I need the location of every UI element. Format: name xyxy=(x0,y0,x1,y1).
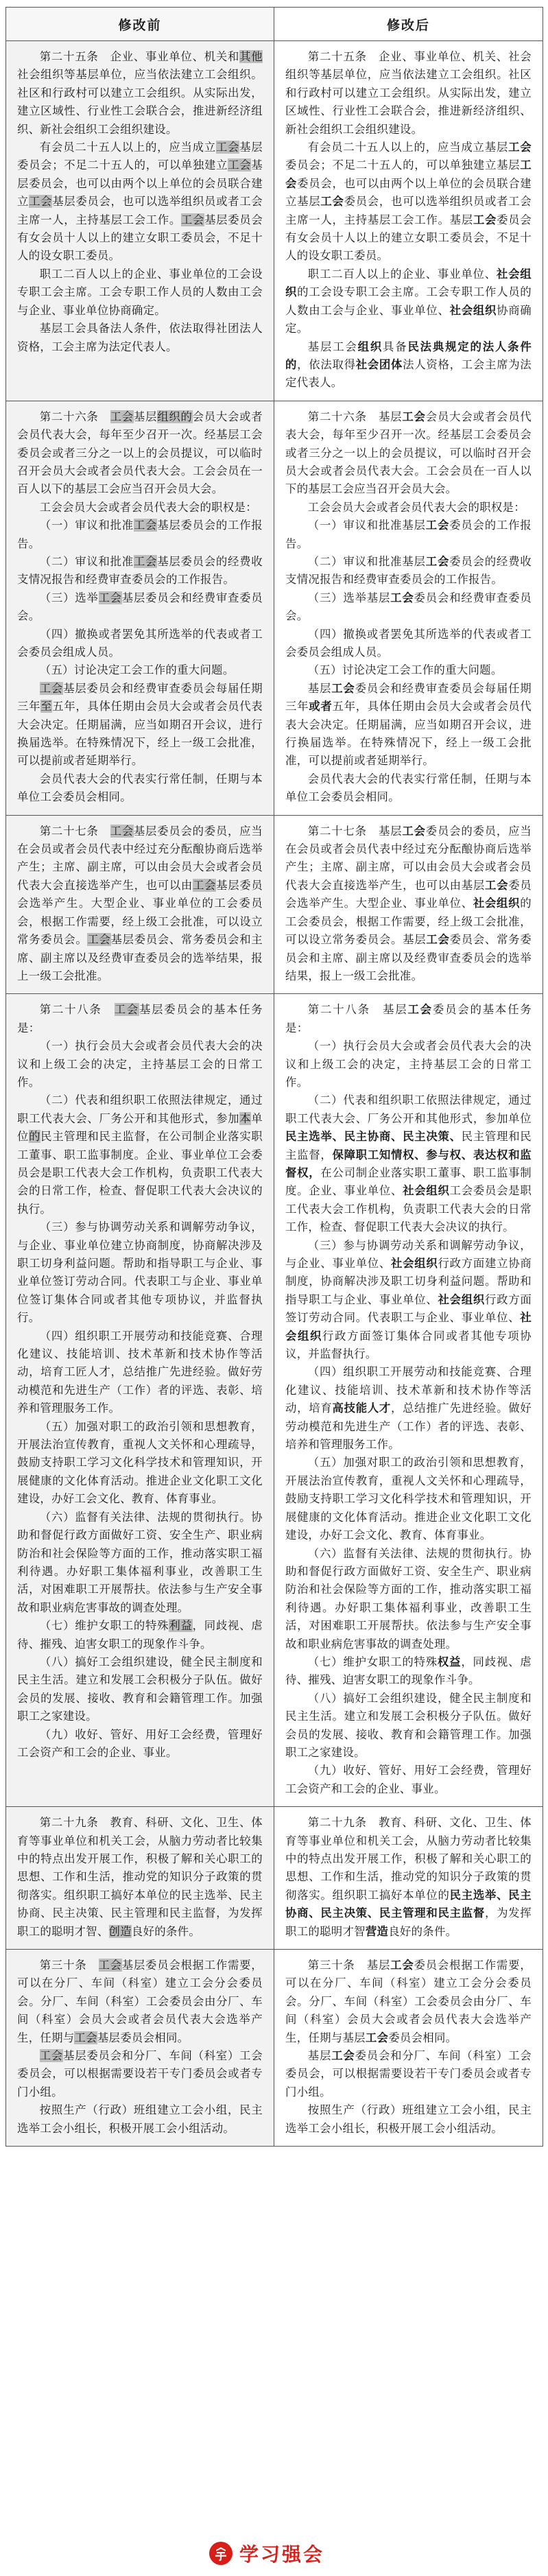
highlighted-text: 工会 xyxy=(114,1003,139,1017)
paragraph xyxy=(17,1327,263,1418)
paragraph xyxy=(285,1363,532,1454)
text-run: （五）加强对职工的政治引领和思想教育，开展法治宣传教育，重视人文关怀和心理疏导，鼓励支持职工学习文化科学技术和管理知识，开展健康的文化体育活动。推进企业文化职工文化建设，办好工会文化、教育、体育事业。 xyxy=(285,1456,532,1542)
highlighted-text: 组织的 xyxy=(157,410,193,423)
text-run: 第二十五条 企业、事业单位、机关、社会组织等基层单位，应当依法建立工会组织。社区和行政村可以建立工会组织。从实际出发，建立区域性、行业性工会联合会，推进新经济组织、新社会组织工会组织建设。 xyxy=(285,50,532,136)
paragraph xyxy=(17,517,263,553)
text-run: 第三十条 基层 xyxy=(307,1959,391,1972)
revised-text: 民主选举、民主协商、民主决策、 xyxy=(285,1130,462,1144)
text-run: ，同歧视、虐待、摧残、迫害女职工的现象作斗争。 xyxy=(17,1619,263,1651)
table-body xyxy=(6,41,543,2147)
paragraph xyxy=(17,2047,263,2101)
comparison-table xyxy=(5,7,543,2147)
paragraph xyxy=(285,1690,532,1762)
text-run: 委员会和经费审查委员会每届任期三年 xyxy=(285,681,532,713)
highlighted-text: 工会 xyxy=(215,141,240,154)
paragraph xyxy=(285,499,532,517)
paragraph xyxy=(17,1957,263,2047)
paragraph xyxy=(17,1037,263,1091)
text-run: ，为发挥职工的聪明才智 xyxy=(285,1906,532,1938)
text-run: 第三十条 xyxy=(39,1959,99,1972)
paragraph xyxy=(17,1091,263,1218)
paragraph xyxy=(285,48,532,139)
text-run: （二）审议和批准基层 xyxy=(307,554,426,568)
text-run: 第二十七条 基层 xyxy=(307,824,403,838)
article-row xyxy=(6,1950,543,2147)
text-run: 第二十六条 基层 xyxy=(307,410,403,423)
text-run: 行政方面签订劳动合同。代表职工与企业、事业单位、 xyxy=(285,1292,532,1325)
paragraph xyxy=(285,1454,532,1544)
paragraph xyxy=(285,2101,532,2138)
text-run: （九）收好、管好、用好工会经费，管理好工会资产和工会的企业、事业。 xyxy=(285,1764,532,1795)
highlighted-text: 工会 xyxy=(39,681,64,695)
paragraph xyxy=(285,1545,532,1653)
text-run: 良好的条件。 xyxy=(388,1924,457,1938)
text-run: （四）撤换或者罢免其所选举的代表或者工会委员会组成人员。 xyxy=(17,627,263,659)
revised-text: 工会 xyxy=(426,933,450,947)
revised-text: 工会 xyxy=(320,195,344,209)
text-run: 基层 xyxy=(133,410,158,423)
revised-text: 工会 xyxy=(473,213,497,226)
text-run: 第二十六条 xyxy=(39,410,110,423)
text-run: （三）参与协调劳动关系和调解劳动争议，与企业、事业单位、 xyxy=(285,1238,532,1270)
text-run: 基层委员会；不足二十五人的，可以单独建立 xyxy=(17,141,263,172)
paragraph xyxy=(17,408,263,499)
revised-text: 工会 xyxy=(285,158,532,190)
highlighted-text: 工会 xyxy=(180,213,205,226)
paragraph xyxy=(285,517,532,553)
text-run: （八）搞好工会组织建设，健全民主制度和民主生活。建立和发展工会积极分子队伍。做好会员的发展、接收、教育和会籍管理工作。加强职工之家建设。 xyxy=(17,1655,263,1723)
text-run: 基层委员会和分厂、车间（科室）工会委员会，可以根据需要设若干专门委员会或者专门小组。 xyxy=(17,2049,263,2099)
before-text-cell xyxy=(6,994,274,1807)
paragraph xyxy=(17,1617,263,1653)
paragraph xyxy=(285,823,532,986)
text-run: 委员会；不足二十五人的，可以单独建立基层 xyxy=(285,158,521,172)
text-run: （二）审议和批准 xyxy=(39,554,134,568)
before-text-cell xyxy=(6,41,274,401)
highlighted-text: 工会 xyxy=(192,878,217,892)
article-row xyxy=(6,815,543,994)
text-run: 基层委员会的经费收支情况报告和经费审查委员会的工作报告。 xyxy=(17,554,263,587)
paragraph xyxy=(285,408,532,499)
before-text-cell xyxy=(6,815,274,994)
highlighted-text: 利益 xyxy=(169,1619,193,1633)
text-run: 民主管理和民主监督，在公司制企业落实职工董事、职工监事制度。企业、事业单位工会委员会是职工代表大会工作机构，负责职工代表大会的日常工作，检查、督促职工代表大会决议的执行。 xyxy=(17,1130,263,1216)
text-run: 委员会的委员，应当在会员或者会员代表中经过充分酝酿协商后选举产生；主席、副主席，可以由会员大会或者会员代表大会直接选举产生，也可以由基层 xyxy=(285,824,532,892)
text-run: 基层委员会和经费审查委员会。 xyxy=(17,591,263,623)
text-run: 委员会的经费收支情况报告和经费审查委员会的工作报告。 xyxy=(285,554,532,587)
text-run: 基层委员会、常务委员会和主席、副主席以及经费审查委员会的选举结果，报上一级工会批准。 xyxy=(17,933,263,982)
highlighted-text: 工会 xyxy=(110,410,134,423)
text-run: 基层委员会相同。 xyxy=(97,2031,189,2044)
text-run: ，总结推广先进经验。做好劳动模范和先进生产（工作）者的评选、表彰、培养和管理服务工作。 xyxy=(285,1402,532,1452)
highlighted-text: 至 xyxy=(40,700,53,713)
text-run: 第二十九条 教育、科研、文化、卫生、体育等事业单位和机关工会，从脑力劳动者比较集中的特点出发开展工作，积极了解和关心职工的思想、工作和生活，推动党的知识分子政策的贯彻落实。组织职工搞好本单位的 xyxy=(285,1816,532,1902)
text-run: 会员代表大会的代表实行常任制，任期与本单位工会委员会相同。 xyxy=(17,772,263,804)
text-run: （四）组织职工开展劳动和技能竞赛、合理化建议、技能培训、技术革新和技术协作等活动，培育工匠人才，总结推广先进经验。做好劳动模范和先进生产（工作）者的评选、表彰、培养和管理服务工作。 xyxy=(17,1329,263,1415)
revised-text: 社会组织 xyxy=(473,897,521,910)
paragraph xyxy=(17,553,263,589)
paragraph xyxy=(285,1957,532,2047)
text-run: 基层委员会和经费审查委员会每届任期三年 xyxy=(17,681,263,713)
paragraph xyxy=(17,1509,263,1617)
text-run: （一）执行会员大会或者会员代表大会的决议和上级工会的决定，主持基层工会的日常工作。 xyxy=(285,1039,532,1089)
after-text-cell xyxy=(274,41,543,401)
text-run: （七）维护女职工的特殊 xyxy=(307,1655,438,1668)
text-run: ，依法取得 xyxy=(297,357,356,371)
text-run: 工会会员大会或者会员代表大会的职权是： xyxy=(307,500,525,514)
revised-text: 社会组织 xyxy=(285,267,532,299)
revised-text: 工会 xyxy=(407,1003,433,1017)
text-run: 基层 xyxy=(307,681,332,695)
paragraph xyxy=(17,265,263,320)
highlighted-text: 工会 xyxy=(87,933,111,947)
highlighted-text: 本 xyxy=(239,1111,252,1125)
text-run: 基层工会具备法人条件，依法取得社团法人资格，工会主席为法定代表人。 xyxy=(17,322,263,353)
text-run: 基层委员会的基本任务是： xyxy=(17,1003,263,1035)
text-run: 第二十八条 xyxy=(39,1003,115,1017)
text-run: 按照生产（行政）班组建立工会小组，民主选举工会小组长，积极开展工会小组活动。 xyxy=(17,2103,263,2135)
after-column-header: 修改后 xyxy=(274,8,543,41)
text-run: 基层委员会，也可以选举组织员或者工会主席一人，主持基层工会工作。 xyxy=(17,195,263,226)
revised-text: 工会 xyxy=(425,519,450,532)
revised-text: 社会组织 xyxy=(438,1292,485,1306)
paragraph xyxy=(17,661,263,679)
paragraph xyxy=(17,1814,263,1941)
text-run: （一）审议和批准 xyxy=(39,519,134,532)
text-run: 协商确定。 xyxy=(285,303,532,335)
highlighted-text: 工会 xyxy=(74,2031,97,2044)
paragraph xyxy=(17,770,263,807)
text-run: 会员大会或者会员代表大会，每年至少召开一次。经基层工会委员会或者三分之一以上的会员提议，可以临时召开会员大会或者会员代表大会。工会会员在一百人以下的基层工会应当召开会员大会。 xyxy=(285,410,532,496)
after-text-cell xyxy=(274,1807,543,1950)
text-run: （七）维护女职工的特殊 xyxy=(39,1619,169,1633)
text-run: 基层委员会根据工作需要，可以在分厂、车间（科室）建立工会分会委员会。分厂、车间（科室）工会委员会由分厂、车间（科室）会员大会或者会员代表大会选举产生，任期与 xyxy=(17,1959,263,2044)
text-run: 在公司制企业落实职工董事、职工监事制度。企业、事业单位、 xyxy=(285,1166,532,1198)
text-run: 有会员二十五人以上的，应当成立基层 xyxy=(307,141,509,154)
text-run: （三）参与协调劳动关系和调解劳动争议，与企业、事业单位建立协商制度，协商解决涉及职工切身利益问题。帮助和指导职工与企业、事业单位签订劳动合同。代表职工与企业、事业单位签订集体合同或者其他专项协议，并监督执行。 xyxy=(17,1220,263,1325)
text-run: 单位 xyxy=(17,1111,263,1144)
text-run: ，同歧视、虐待、摧残、迫害女职工的现象作斗争。 xyxy=(285,1655,532,1687)
highlighted-text: 的 xyxy=(29,1130,41,1144)
paragraph xyxy=(17,626,263,662)
highlighted-text: 创造 xyxy=(108,1924,132,1938)
revised-text: 营造 xyxy=(365,1924,389,1938)
after-text-cell xyxy=(274,401,543,815)
text-run: 委员会有女会员十人以上的建立女职工委员会，不足十人的设女职工委员。 xyxy=(285,213,532,263)
text-run: （五）加强对职工的政治引领和思想教育，开展法治宣传教育，重视人文关怀和心理疏导，鼓励支持职工学习文化科学技术和管理知识，开展健康的文化体育活动。推进企业文化职工文化建设，办好工会文化、教育、体育事业。 xyxy=(17,1419,263,1506)
revised-text: 民主选举、民主协商、民主决策、民主管理和民主监督 xyxy=(285,1888,532,1920)
text-run: （八）搞好工会组织建设，健全民主制度和民主生活。建立和发展工会积极分子队伍。做好会员的发展、接收、教育和会籍管理工作。加强职工之家建设。 xyxy=(285,1691,532,1759)
revised-text: 工会 xyxy=(402,824,426,838)
paragraph xyxy=(17,139,263,265)
footer-brand-bar xyxy=(0,2531,548,2576)
text-run: 工会会员大会或者会员代表大会的职权是： xyxy=(39,500,257,514)
after-text-cell xyxy=(274,1950,543,2147)
paragraph xyxy=(285,589,532,626)
text-run: （五）讨论决定工会工作的重大问题。 xyxy=(39,663,235,677)
revised-text: 工会 xyxy=(390,1959,414,1972)
text-run: （九）收好、管好、用好工会经费，管理好工会资产和工会的企业、事业。 xyxy=(17,1727,263,1759)
article-row xyxy=(6,401,543,815)
revised-text: 工会 xyxy=(484,878,509,892)
revised-text: 社会组织 xyxy=(403,1184,450,1198)
paragraph xyxy=(17,1726,263,1762)
text-run: 第二十七条 xyxy=(39,824,110,838)
before-text-cell xyxy=(6,1950,274,2147)
paragraph xyxy=(285,1037,532,1091)
text-run: （五）讨论决定工会工作的重大问题。 xyxy=(307,663,503,677)
text-run: 的工会设专职工会主席。工会专职工作人员的人数由工会与企业、事业单位、 xyxy=(285,285,532,317)
text-run: 按照生产（行政）班组建立工会小组，民主选举工会小组长，积极开展工会小组活动。 xyxy=(285,2103,532,2135)
revised-text: 工会 xyxy=(390,591,414,604)
revised-text: 保障职工知情权、参与权、表达权和监督权， xyxy=(285,1148,532,1179)
text-run: （二）代表和组织职工依照法律规定，通过职工代表大会、厂务公开和其他形式，参加 xyxy=(17,1094,263,1125)
highlighted-text: 工会 xyxy=(98,591,122,604)
text-run: 基层工会 xyxy=(307,340,358,353)
text-run: 基层委员会的工作报告。 xyxy=(17,519,263,550)
revised-text: 社会团体 xyxy=(355,357,403,371)
before-text-cell xyxy=(6,1807,274,1950)
text-run: （四）组织职工开展劳动和技能竞赛、合理化建议、技能培训、技术革新和技术协作等活动，培育 xyxy=(285,1365,532,1415)
text-run: 行政方面建立协商制度，协商解决涉及职工切身利益问题。帮助和指导职工与企业、事业单位、 xyxy=(285,1257,532,1306)
text-run: 工会委员会是职工代表大会工作机构，负责职工代表大会的日常工作，检查、督促职工代表大会决议的执行。 xyxy=(285,1184,532,1234)
text-run: 基层 xyxy=(307,2049,332,2063)
table-header-row xyxy=(6,8,543,41)
paragraph xyxy=(285,2047,532,2101)
text-run: 社会组织等基层单位，应当依法建立工会组织。社区和行政村可以建立工会组织。从实际出发，建立区域性、行业性工会联合会，推进新经济组织、新社会组织工会组织建设。 xyxy=(17,68,263,136)
text-run: 的工会委员会，根据工作需要，经上级工会批准，可以设立常务委员会。基层 xyxy=(285,897,532,947)
xuexi-qianghui-logo-icon xyxy=(209,2542,233,2565)
text-run: 委员会相同。 xyxy=(388,2031,457,2044)
text-run: 法人资格，工会主席为法定代表人。 xyxy=(285,357,532,390)
paragraph xyxy=(285,338,532,392)
text-run: 第二十五条 企业、事业单位、机关和 xyxy=(39,50,240,63)
text-run: 委员会选举产生。大型企业、事业单位、 xyxy=(285,878,532,910)
paragraph xyxy=(17,680,263,770)
text-run: 行政方面签订集体合同或者其他专项协议，并监督执行。 xyxy=(285,1329,532,1361)
text-run: 委员会，也可以由两个以上单位的会员联合建立基层 xyxy=(285,176,532,209)
text-run: 委员会根据工作需要，可以在分厂、车间（科室）建立工会分会委员会。分厂、车间（科室）工会委员会由分厂、车间（科室）会员大会或者会员代表大会选举产生，任期与基层 xyxy=(285,1959,532,2044)
paragraph xyxy=(285,680,532,770)
highlighted-text: 工会 xyxy=(39,2049,64,2063)
text-run: 五年，具体任期由会员大会或者会员代表大会决定。任期届满，应当如期召开会议，进行换届选举。在特殊情况下，经上一级工会批准，可以提前或者延期举行。 xyxy=(285,700,532,768)
paragraph xyxy=(17,823,263,986)
revised-text: 工会 xyxy=(331,681,355,695)
highlighted-text: 工会 xyxy=(133,519,158,532)
paragraph xyxy=(17,1418,263,1509)
revised-text: 社会组织 xyxy=(285,1311,532,1343)
revised-text: 工会 xyxy=(508,141,532,154)
article-row xyxy=(6,994,543,1807)
highlighted-text: 工会 xyxy=(110,824,134,838)
text-run: 委员会的基本任务是： xyxy=(285,1003,532,1035)
text-run: （一）执行会员大会或者会员代表大会的决议和上级工会的决定，主持基层工会的日常工作。 xyxy=(17,1039,263,1089)
text-run: （三）选举 xyxy=(39,591,99,604)
text-run: 委员会和经费审查委员会。 xyxy=(285,591,532,623)
highlighted-text: 工会 xyxy=(29,195,53,209)
paragraph xyxy=(17,1001,263,1037)
text-run: （四）撤换或者罢免其所选举的代表或者工会委员会组成人员。 xyxy=(285,627,532,659)
paragraph xyxy=(285,1762,532,1798)
paragraph xyxy=(17,499,263,517)
text-run: 第二十九条 教育、科研、文化、卫生、体育等事业单位和机关工会，从脑力劳动者比较集中的特点出发开展工作，积极了解和关心职工的思想、工作和生活，推动党的知识分子政策的贯彻落实。组织职工搞好本单位的民主选举、民主协商、民主决策、民主管理和民主监督，为发挥职工的聪明才智、 xyxy=(17,1816,263,1938)
highlighted-text: 工会 xyxy=(98,1959,122,1972)
text-run: 五年，具体任期由会员大会或者会员代表大会决定。任期届满，应当如期召开会议，进行换届选举。在特殊情况下，经上一级工会批准，可以提前或者延期举行。 xyxy=(17,700,263,768)
brand-name: 学习强会 xyxy=(239,2543,325,2566)
revised-text: 工会 xyxy=(402,410,426,423)
highlighted-text: 工会 xyxy=(133,554,158,568)
revised-text: 民法典规定的法人条件的 xyxy=(285,340,532,371)
paragraph xyxy=(285,1814,532,1941)
paragraph xyxy=(285,265,532,338)
revised-text: 工会 xyxy=(365,2031,389,2044)
text-run: （二）代表和组织职工依照法律规定，通过职工代表大会、厂务公开和其他形式，参加单位 xyxy=(285,1094,532,1125)
paragraph xyxy=(285,626,532,662)
paragraph xyxy=(285,1091,532,1236)
text-run: 基层委员会，也可以由两个以上单位的会员联合建立 xyxy=(17,158,263,209)
text-run: 会员大会或者会员代表大会，每年至少召开一次。经基层工会委员会或者三分之一以上的会员提议，可以临时召开会员大会或者会员代表大会。工会会员在一百人以下的基层工会应当召开会员大会。 xyxy=(17,410,263,496)
text-run: 委员会，也可以选举组织员或者工会主席一人，主持基层工会工作。基层 xyxy=(285,195,532,226)
before-column-header: 修改前 xyxy=(6,8,274,41)
after-text-cell xyxy=(274,994,543,1807)
text-run: 职工二百人以上的企业、事业单位的工会设专职工会主席。工会专职工作人员的人数由工会与企业、事业单位协商确定。 xyxy=(17,267,263,317)
text-run: 民主管理和民主监督， xyxy=(285,1130,532,1161)
text-run: 基层委员会有女会员十人以上的建立女职工委员会，不足十人的设女职工委员。 xyxy=(17,213,263,263)
revised-text: 社会组织 xyxy=(449,303,497,317)
paragraph xyxy=(17,1653,263,1726)
text-run: 第二十八条 基层 xyxy=(307,1003,408,1017)
text-run: （六）监督有关法律、法规的贯彻执行。协助和督促行政方面做好工资、安全生产、职业病防治和社会保险等方面的工作，推动落实职工福利待遇。办好职工集体福利事业，改善职工生活，对困难职工开展帮扶。依法参与生产安全事故和职业病危害事故的调查处理。 xyxy=(285,1546,532,1651)
paragraph xyxy=(285,553,532,589)
text-run: （三）选举基层 xyxy=(307,591,391,604)
after-text-cell xyxy=(274,815,543,994)
highlighted-text: 其他 xyxy=(239,50,263,63)
paragraph xyxy=(285,661,532,679)
text-run: 委员会、常务委员会和主席、副主席以及经费审查委员会的选举结果，报上一级工会批准。 xyxy=(285,933,532,982)
paragraph xyxy=(285,139,532,265)
paragraph xyxy=(17,589,263,626)
text-run: 会员代表大会的代表实行常任制，任期与本单位工会委员会相同。 xyxy=(285,772,532,804)
paragraph xyxy=(17,48,263,139)
article-row xyxy=(6,1807,543,1950)
text-run: 有会员二十五人以上的，应当成立 xyxy=(39,141,216,154)
paragraph xyxy=(17,2101,263,2138)
text-run: 具备 xyxy=(383,340,408,353)
highlighted-text: 工会 xyxy=(228,158,252,172)
text-run: 良好的条件。 xyxy=(131,1924,201,1938)
text-run: 委员会和分厂、车间（科室）工会委员会，可以根据需要设若干专门委员会或者专门小组。 xyxy=(285,2049,532,2099)
text-run: 职工二百人以上的企业、事业单位、 xyxy=(307,267,497,281)
paragraph xyxy=(285,1237,532,1364)
brand-mark xyxy=(209,2541,324,2566)
revised-text: 权益 xyxy=(437,1655,462,1668)
revised-text: 组织 xyxy=(357,340,383,353)
text-run: （一）审议和批准基层 xyxy=(307,519,426,532)
paragraph xyxy=(285,770,532,807)
before-text-cell xyxy=(6,401,274,815)
paragraph xyxy=(285,1653,532,1690)
paragraph xyxy=(17,320,263,356)
revised-text: 工会 xyxy=(425,554,450,568)
text-run: （六）监督有关法律、法规的贯彻执行。协助和督促行政方面做好工资、安全生产、职业病防治和社会保险等方面的工作，推动落实职工福利待遇。办好职工集体福利事业，改善职工生活，对困难职工开展帮扶。依法参与生产安全事故和职业病危害事故的调查处理。 xyxy=(17,1510,263,1614)
text-run: 基层委员会选举产生。大型企业、事业单位的工会委员会，根据工作需要，经上级工会批准，可以设立常务委员会。 xyxy=(17,878,263,947)
revised-text: 或者 xyxy=(309,700,333,713)
revised-text: 社会组织 xyxy=(391,1257,438,1270)
text-run: 基层委员会的委员，应当在会员或者会员代表中经过充分酝酿协商后选举产生；主席、副主席，可以由会员大会或者会员代表大会直接选举产生，也可以由 xyxy=(17,824,263,892)
paragraph xyxy=(17,1218,263,1327)
paragraph xyxy=(285,1001,532,1037)
article-row xyxy=(6,41,543,401)
revised-text: 工会 xyxy=(331,2049,355,2063)
text-run: 委员会的工作报告。 xyxy=(285,519,532,550)
revised-text: 高技能人才 xyxy=(332,1402,392,1415)
